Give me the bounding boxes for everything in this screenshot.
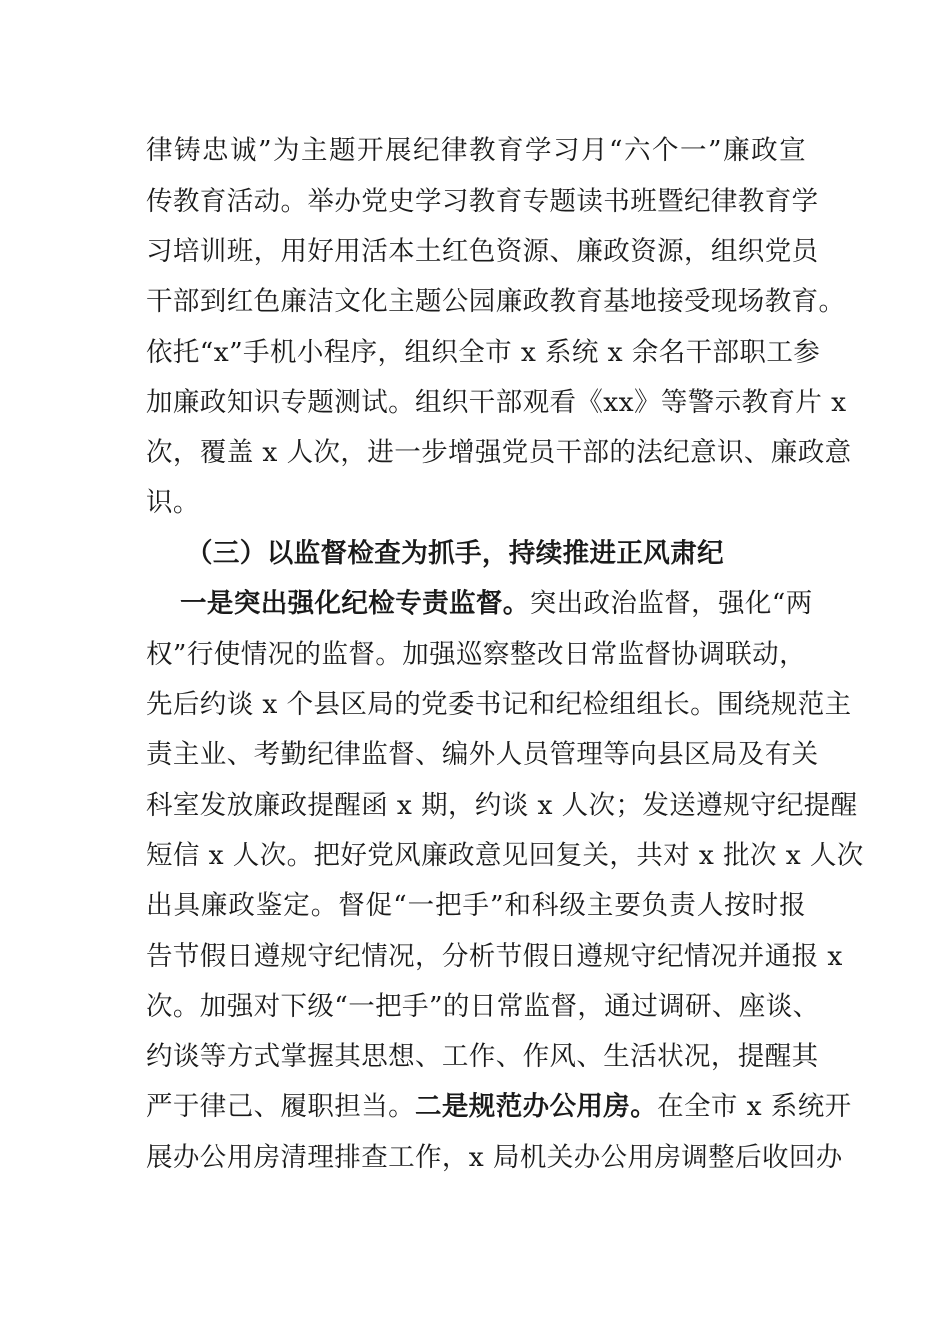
paragraph-line: 权”行使情况的监督。加强巡察整改日常监督协调联动， — [146, 639, 806, 670]
paragraph-line: 依托“x”手机小程序，组织全市 x 系统 x 余名干部职工参 — [146, 337, 821, 368]
paragraph-line: 次。加强对下级“一把手”的日常监督，通过调研、座谈、 — [146, 991, 820, 1022]
paragraph-line: 约谈等方式掌握其思想、工作、作风、生活状况，提醒其 — [146, 1041, 819, 1072]
line-text: 严于律己、履职担当。 — [146, 1091, 415, 1122]
paragraph-line: 先后约谈 x 个县区局的党委书记和纪检组组长。围绕规范主 — [146, 689, 852, 720]
paragraph-line — [180, 587, 813, 621]
paragraph-line: 干部到红色廉洁文化主题公园廉政教育基地接受现场教育。 — [146, 286, 846, 317]
paragraph-line: 识。 — [146, 487, 200, 518]
paragraph-line: 短信 x 人次。把好党风廉政意见回复关，共对 x 批次 x 人次 — [146, 840, 864, 871]
paragraph-line: 告节假日遵规守纪情况，分析节假日遵规守纪情况并通报 x — [146, 941, 843, 972]
paragraph-line: 加廉政知识专题测试。组织干部观看《xx》等警示教育片 x — [146, 387, 847, 418]
section-heading: （三）以监督检查为抓手，持续推进正风肃纪 — [186, 538, 724, 569]
paragraph-line: 展办公用房清理排查工作，x 局机关办公用房调整后收回办 — [146, 1142, 843, 1173]
bold-lead: 二是规范办公用房。 — [415, 1091, 658, 1122]
paragraph-line — [146, 1090, 852, 1124]
paragraph-line: 传教育活动。举办党史学习教育专题读书班暨纪律教育学 — [146, 186, 819, 217]
paragraph-line: 科室发放廉政提醒函 x 期，约谈 x 人次；发送遵规守纪提醒 — [146, 790, 858, 821]
line-text: 在全市 x 系统开 — [657, 1091, 852, 1122]
bold-lead: 一是突出强化纪检专责监督。 — [180, 588, 530, 619]
paragraph-line: 出具廉政鉴定。督促“一把手”和科级主要负责人按时报 — [146, 890, 806, 921]
paragraph-line: 次，覆盖 x 人次，进一步增强党员干部的法纪意识、廉政意 — [146, 437, 852, 468]
paragraph-line: 责主业、考勤纪律监督、编外人员管理等向县区局及有关 — [146, 739, 819, 770]
line-text: 突出政治监督，强化“两 — [529, 588, 813, 619]
paragraph-line: 律铸忠诚”为主题开展纪律教育学习月“六个一”廉政宣 — [146, 135, 806, 166]
paragraph-line: 习培训班，用好用活本土红色资源、廉政资源，组织党员 — [146, 236, 819, 267]
